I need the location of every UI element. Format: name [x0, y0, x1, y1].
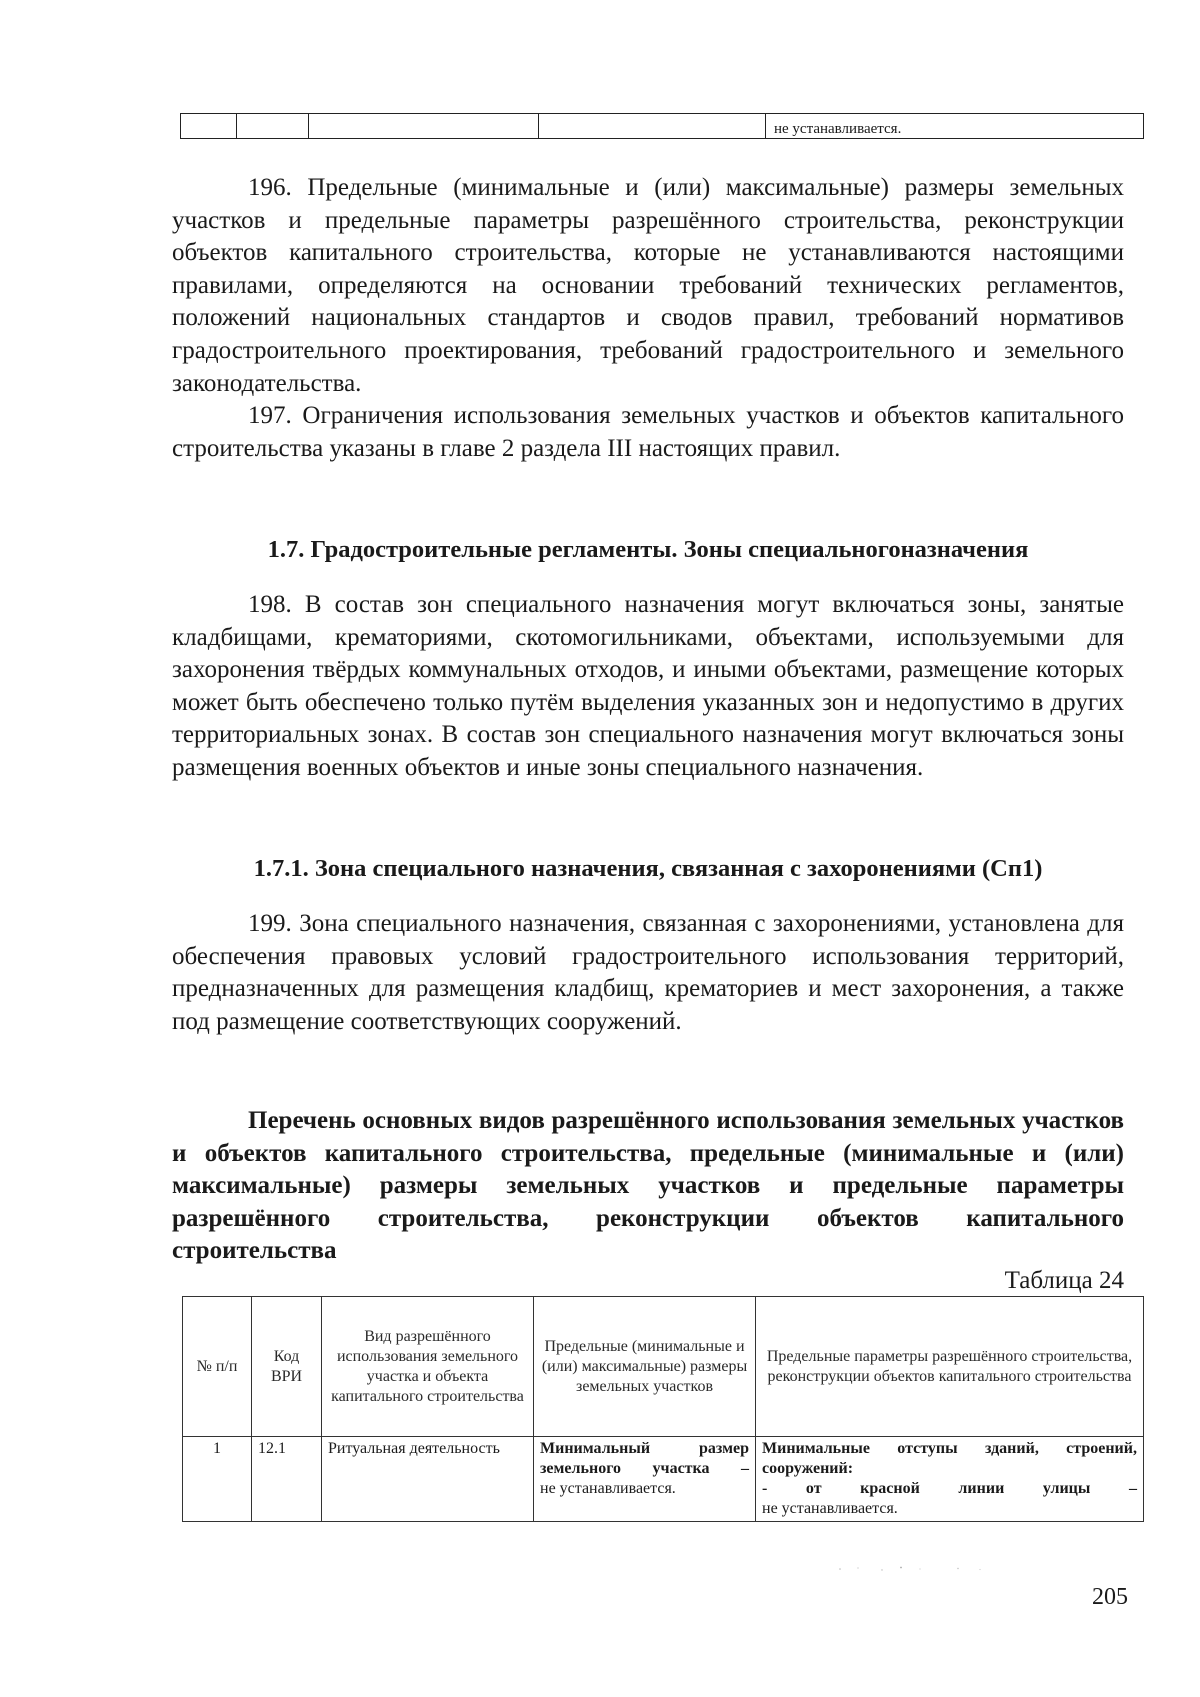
- table-header-row: [183, 1297, 1144, 1437]
- header-kind: Вид разрешённого использования земельного участка и объекта капитального строительства: [322, 1297, 534, 1437]
- section-heading-1-7: 1.7. Градостроительные регламенты. Зоны специальногоназначения: [267, 536, 1029, 563]
- scan-specks: [830, 1566, 1030, 1572]
- table-cell: не устанавливается.: [766, 114, 1144, 139]
- text-block-196-197: [172, 172, 1124, 465]
- section-heading-1-7-1: 1.7.1. Зона специального назначения, связанная с захоронениями (Сп1): [253, 855, 1043, 882]
- header-construction-params: Предельные параметры разрешённого строительства, реконструкции объектов капитального строительства: [756, 1297, 1144, 1437]
- table-cell: [539, 114, 766, 139]
- text-block-199: [172, 908, 1124, 1038]
- header-number: № п/п: [183, 1297, 252, 1437]
- text-block-198: [172, 589, 1124, 785]
- paragraph-196: 196. Предельные (минимальные и (или) максимальные) размеры земельных участков и предельные параметры разрешённого строительства, реконструкции объектов капитального строительства, которые не устанавливаются настоящими правилами, определяются на основании требований технических регламентов, положений национальных стандартов и сводов правил, требований нормативов градостроительного проектирования, требований градостроительного и земельного законодательства.: [172, 174, 1124, 397]
- cell-kind: Ритуальная деятельность: [322, 1437, 534, 1522]
- table-cell: [309, 114, 539, 139]
- table-row: [183, 1437, 1144, 1522]
- regulations-table: [182, 1296, 1144, 1522]
- paragraph-197: 197. Ограничения использования земельных участков и объектов капитального строительства указаны в главе 2 раздела III настоящих правил.: [172, 402, 1124, 462]
- table-row: [181, 114, 1144, 139]
- cell-code: 12.1: [252, 1437, 322, 1522]
- cell-number: 1: [183, 1437, 252, 1522]
- header-land-size: Предельные (минимальные и (или) максимальные) размеры земельных участков: [534, 1297, 756, 1437]
- table-cell: [237, 114, 309, 139]
- list-title: Перечень основных видов разрешённого использования земельных участков и объектов капитального строительства, предельные (минимальные и (или) максимальные) размеры земельных участков и предельные параметры разрешённого строительства, реконструкции объектов капитального строительства: [172, 1107, 1124, 1264]
- paragraph-199: 199. Зона специального назначения, связанная с захоронениями, установлена для обеспечения правовых условий градостроительного использования территорий, предназначенных для размещения кладбищ, крематориев и мест захоронения, а также под размещение соответствующих сооружений.: [172, 910, 1124, 1035]
- header-code: Код ВРИ: [252, 1297, 322, 1437]
- cell-construction-params: [756, 1437, 1144, 1522]
- land-size-label: Минимальный размер земельного участка –: [540, 1440, 749, 1477]
- land-size-value: не устанавливается.: [540, 1480, 676, 1497]
- params-value: не устанавливается.: [762, 1500, 898, 1517]
- paragraph-198: 198. В состав зон специального назначения могут включаться зоны, занятые кладбищами, крематориями, скотомогильниками, объектами, используемыми для захоронения твёрдых коммунальных отходов, и иными объектами, размещение которых может быть обеспечено только путём выделения указанных зон и недопустимо в других территориальных зонах. В состав зон специального назначения могут включаться зоны размещения военных объектов и иные зоны специального назначения.: [172, 591, 1124, 781]
- cell-land-size: [534, 1437, 756, 1522]
- params-label: Минимальные отступы зданий, строений, сооружений:: [762, 1440, 1137, 1477]
- table-caption: Таблица 24: [1004, 1267, 1124, 1294]
- continuation-table: [180, 113, 1144, 139]
- page-number: 205: [1092, 1584, 1128, 1610]
- table-cell: [181, 114, 237, 139]
- params-sublabel: - от красной линии улицы –: [762, 1480, 1137, 1497]
